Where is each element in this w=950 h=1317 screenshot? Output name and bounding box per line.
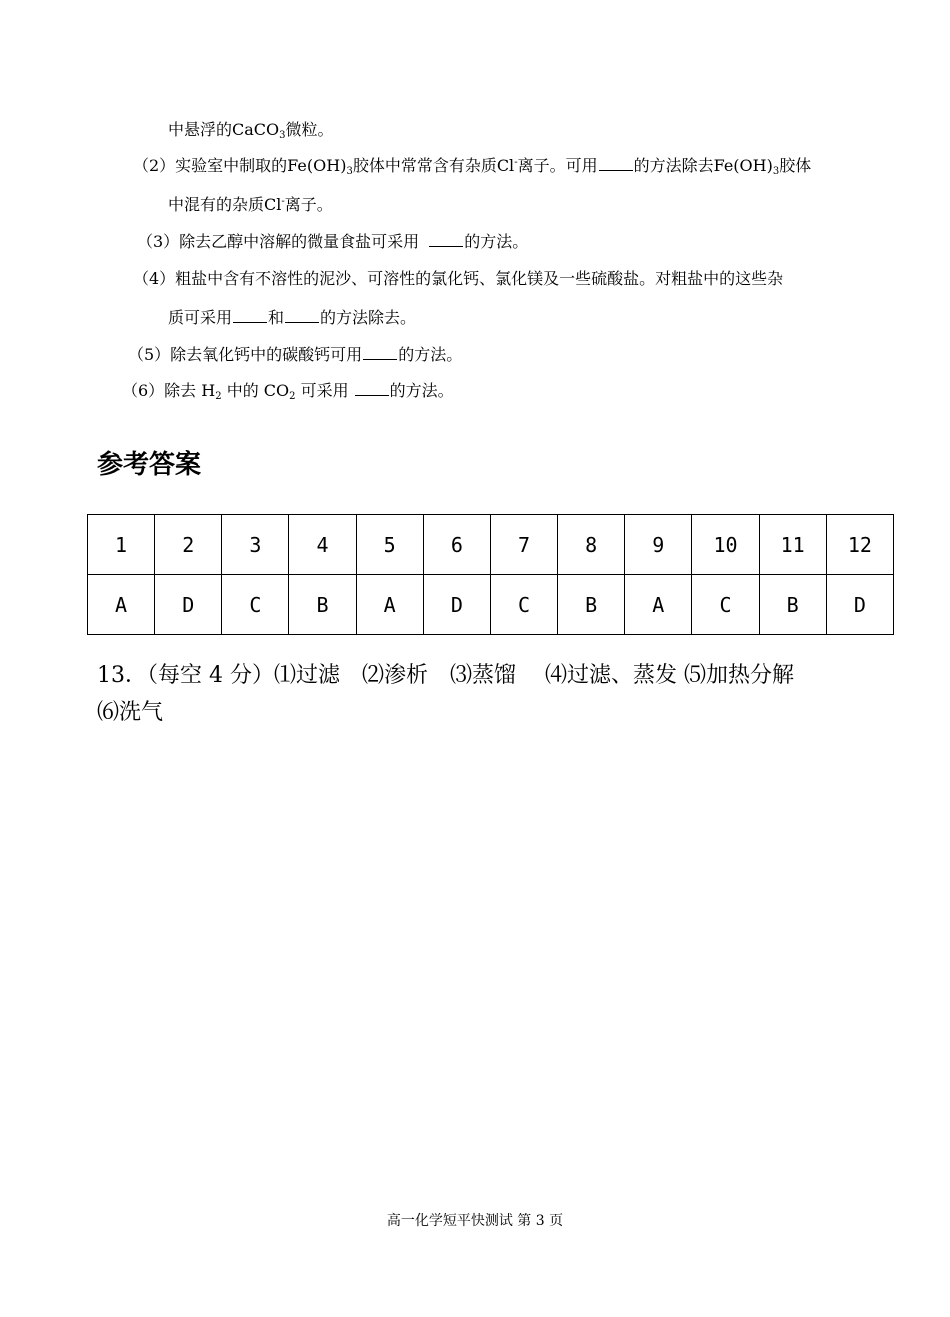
q6-part-d: 的方法。	[389, 381, 454, 400]
q5-part-b: 的方法。	[398, 345, 463, 364]
answer-table	[87, 514, 894, 635]
answer-cell: B	[558, 575, 625, 635]
question-line-1	[168, 120, 334, 140]
answer-cell: C	[692, 575, 759, 635]
question-number-cell: 9	[625, 515, 692, 575]
question-4-line-2	[168, 308, 416, 328]
question-number-cell: 11	[759, 515, 826, 575]
question-number-cell: 5	[356, 515, 423, 575]
answer-cell: A	[356, 575, 423, 635]
q6-part-b: 中的 CO	[221, 381, 290, 400]
question-2-line-2	[168, 195, 333, 215]
q3-part-a: （3）除去乙醇中溶解的微量食盐可采用	[137, 232, 420, 251]
answer-cell: C	[222, 575, 289, 635]
answer-cell: D	[423, 575, 490, 635]
q2-part-d: 的方法除去Fe(OH)	[633, 156, 773, 175]
answer-table-number-row	[88, 515, 894, 575]
q2-part-g: 离子。	[284, 195, 333, 214]
q4-blank-2[interactable]	[285, 308, 319, 323]
q4-part-a: （4）粗盐中含有不溶性的泥沙、可溶性的氯化钙、氯化镁及一些硫酸盐。对粗盐中的这些杂	[133, 269, 784, 288]
question-4-line-1	[133, 269, 783, 289]
answer-cell: D	[826, 575, 893, 635]
answer-cell: A	[88, 575, 155, 635]
q1-tail: 微粒。	[285, 120, 334, 139]
q5-blank[interactable]	[363, 345, 397, 360]
answer-heading: 参考答案	[97, 450, 202, 480]
q2-sub-1: 3	[346, 166, 353, 177]
question-3	[137, 232, 528, 252]
question-2-line-1	[133, 156, 811, 176]
q6-part-c: 可采用	[295, 381, 349, 400]
question-number-cell: 12	[826, 515, 893, 575]
question-number-cell: 8	[558, 515, 625, 575]
question-number-cell: 4	[289, 515, 356, 575]
q2-sub-2: 3	[772, 166, 780, 177]
q13-answer-line-1: 13．（每空 4 分）⑴过滤 ⑵渗析 ⑶蒸馏 ⑷过滤、蒸发 ⑸加热分解	[97, 663, 794, 688]
question-number-cell: 6	[423, 515, 490, 575]
q2-part-c: 离子。可用	[517, 156, 598, 175]
answer-cell: B	[289, 575, 356, 635]
question-number-cell: 7	[490, 515, 557, 575]
answer-cell: B	[759, 575, 826, 635]
answer-cell: C	[490, 575, 557, 635]
q3-part-b: 的方法。	[464, 232, 529, 251]
q1-sub: 3	[279, 130, 286, 141]
question-number-cell: 1	[88, 515, 155, 575]
q4-part-b: 质可采用	[168, 308, 233, 327]
q2-blank[interactable]	[599, 156, 633, 171]
q6-sub-2: 2	[289, 391, 296, 402]
question-number-cell: 2	[155, 515, 222, 575]
q2-part-a: （2）实验室中制取的Fe(OH)	[133, 156, 347, 175]
q4-part-d: 的方法除去。	[320, 308, 417, 327]
q6-blank[interactable]	[355, 381, 389, 396]
q2-part-f: 中混有的杂质Cl	[168, 195, 282, 214]
q2-part-b: 胶体中常常含有杂质Cl	[352, 156, 515, 175]
q6-sub-1: 2	[215, 391, 222, 402]
answer-table-answer-row	[88, 575, 894, 635]
q2-sup-2: -	[281, 196, 285, 207]
answer-cell: D	[155, 575, 222, 635]
q6-part-a: （6）除去 H	[122, 381, 216, 400]
q2-sup-1: -	[514, 157, 518, 168]
question-number-cell: 10	[692, 515, 759, 575]
page-footer: 高一化学短平快测试 第 3 页	[386, 1213, 564, 1229]
q4-part-c: 和	[268, 308, 285, 327]
question-6	[122, 381, 454, 401]
q2-part-e: 胶体	[779, 156, 812, 175]
q13-answer-line-2: ⑹洗气	[97, 700, 164, 725]
q3-blank[interactable]	[429, 232, 463, 247]
question-5	[128, 345, 462, 365]
question-number-cell: 3	[222, 515, 289, 575]
q4-blank-1[interactable]	[233, 308, 267, 323]
q1-text: 中悬浮的CaCO	[168, 120, 280, 139]
q5-part-a: （5）除去氧化钙中的碳酸钙可用	[128, 345, 363, 364]
answer-cell: A	[625, 575, 692, 635]
